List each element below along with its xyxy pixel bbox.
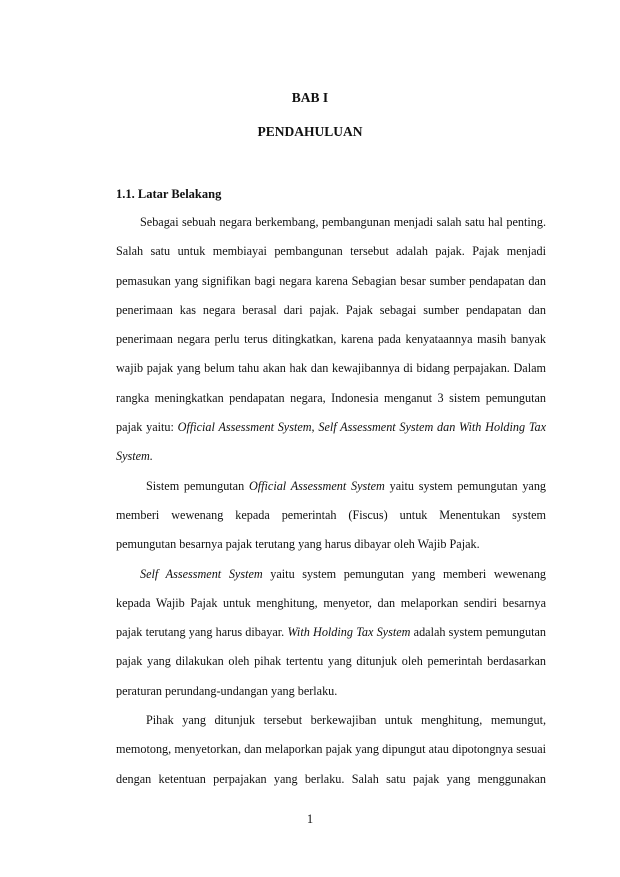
paragraph-4 bbox=[116, 706, 546, 794]
paragraph-2-italic: Official Assessment System bbox=[248, 478, 385, 493]
paragraph-3 bbox=[116, 560, 546, 706]
paragraph-1-italic: Official Assessment System, Self Assessment System dan With Holding Tax System. bbox=[116, 420, 547, 464]
section-heading: 1.1. Latar Belakang bbox=[116, 187, 222, 201]
paragraph-3-mid: yaitu system pemungutan yang memberi wewenang kepada Wajib Pajak untuk menghitung, menyetor, dan melaporkan sendiri besarnya pajak terutang yang harus dibayar. bbox=[116, 566, 547, 640]
paragraph-2-post: yaitu system pemungutan yang memberi wewenang kepada pemerintah (Fiscus) untuk Menentukan system pemungutan besarnya pajak terutang yang harus dibayar oleh Wajib Pajak. bbox=[116, 478, 547, 552]
paragraph-2 bbox=[116, 472, 546, 560]
page-number: 1 bbox=[306, 812, 314, 826]
chapter-number: BAB I bbox=[291, 90, 329, 105]
body-text bbox=[116, 208, 546, 794]
paragraph-2-pre: Sistem pemungutan bbox=[146, 478, 245, 493]
paragraph-1-text: Sebagai sebuah negara berkembang, pembangunan menjadi salah satu hal penting. Salah satu untuk membiayai pembangunan tersebut adalah pajak. Pajak menjadi pemasukan yang signifikan bagi negara karena Sebagian besar sumber pendapatan dan penerimaan kas negara berasal dari pajak. Pajak sebagai sumber pendapatan dan penerimaan negara perlu terus ditingkatkan, karena pada kenyataannya masih banyak wajib pajak yang belum tahu akan hak dan kewajibannya di bidang perpajakan. Dalam rangka meningkatkan pendapatan negara, Indonesia menganut 3 sistem pemungutan pajak yaitu: bbox=[116, 215, 546, 435]
paragraph-4-text: Pihak yang ditunjuk tersebut berkewajiban untuk menghitung, memungut, memotong, menyetorkan, dan melaporkan pajak yang dipungut atau dipotongnya sesuai dengan ketentuan perpajakan yang berlaku. Salah satu pajak yang menggunakan bbox=[116, 713, 546, 786]
paragraph-3-post: adalah system pemungutan pajak yang dilakukan oleh pihak tertentu yang ditunjuk oleh pemerintah berdasarkan peraturan perundang-undangan yang berlaku. bbox=[116, 625, 547, 698]
paragraph-3-italic-2: With Holding Tax System bbox=[287, 625, 411, 640]
paragraph-1 bbox=[116, 208, 546, 472]
paragraph-3-italic-1: Self Assessment System bbox=[140, 566, 263, 581]
chapter-title: PENDAHULUAN bbox=[257, 124, 363, 139]
